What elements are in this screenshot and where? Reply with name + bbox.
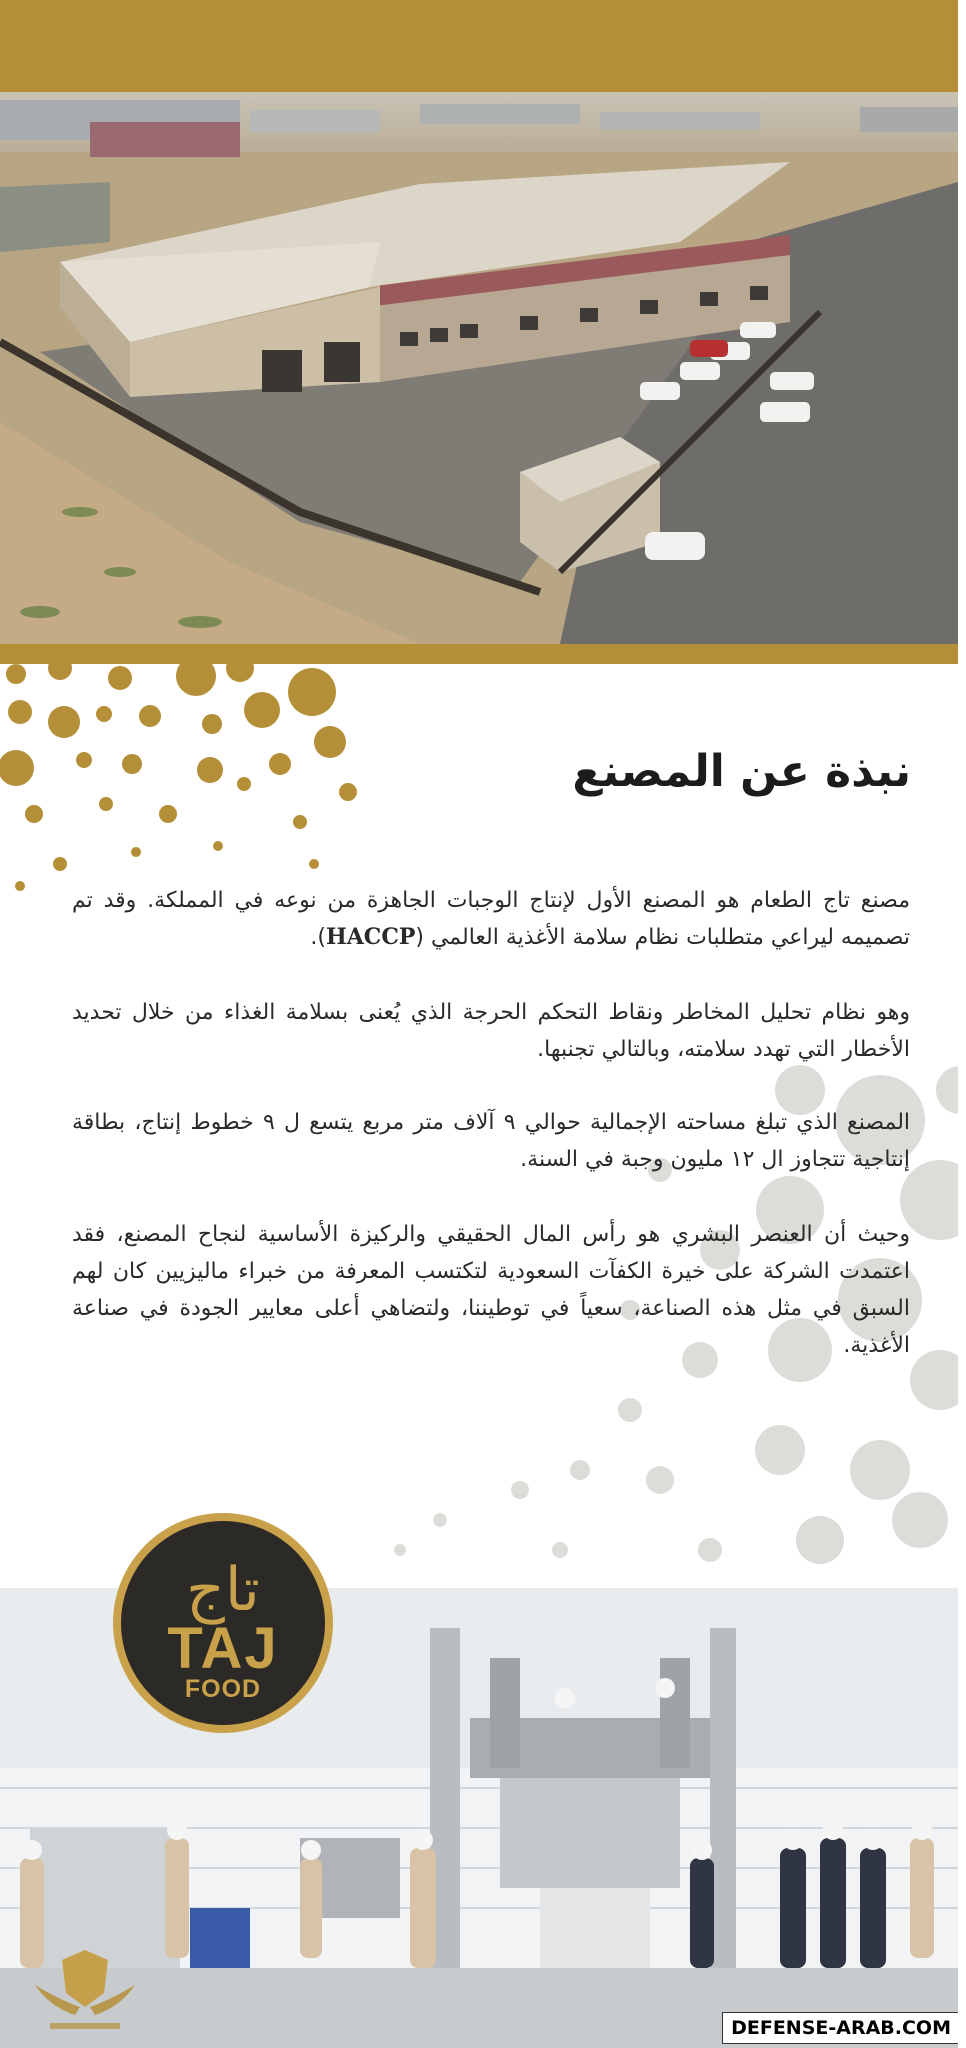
paragraph-intro [72, 882, 910, 956]
defense-forum-emblem-icon [30, 1945, 140, 2040]
paragraph-factory-capacity: المصنع الذي تبلغ مساحته الإجمالية حوالي ٩ آلاف متر مربع يتسع ل ٩ خطوط إنتاج، بطاقة إنتاجية تتجاوز ال ١٢ مليون وجبة في السنة. [72, 1110, 911, 1172]
gold-divider [0, 644, 958, 664]
right-edge-margin [958, 0, 966, 2048]
top-gold-band [0, 0, 958, 92]
logo-english-text: TAJ [167, 1616, 279, 1681]
site-watermark: DEFENSE-ARAB.COM [722, 2012, 960, 2044]
logo-food-text: FOOD [184, 1675, 262, 1703]
paragraph-haccp-definition: وهو نظام تحليل المخاطر ونقاط التحكم الحرجة الذي يُعنى بسلامة الغذاء من خلال تحديد الأخطار التي تهدد سلامته، وبالتالي تجنبها. [72, 1000, 910, 1062]
intro-text-before: مصنع تاج الطعام هو المصنع الأول لإنتاج الوجبات الجاهزة من نوعه في المملكة. وقد تم تصميمه ليراعي متطلبات نظام سلامة الأغذية العالمي ( [72, 888, 910, 950]
intro-text-after: ). [310, 925, 326, 950]
haccp-acronym: HACCP [325, 924, 416, 950]
page-title: نبذة عن المصنع [572, 746, 911, 797]
paragraph-human-resources: وحيث أن العنصر البشري هو رأس المال الحقيقي والركيزة الأساسية لنجاح المصنع، فقد اعتمدت الشركة على خيرة الكفآت السعودية لتكتسب المعرفة من خبراء ماليزيين كان لهم السبق في مثل هذه الصناعة، سعياً في توطيننا، ولتضاهي أعلى معايير الجودة في صناعة الأغذية. [72, 1222, 910, 1358]
gold-dots-decoration [0, 664, 380, 904]
factory-aerial-photo [0, 92, 958, 644]
logo-arabic-text: تاج [186, 1555, 260, 1625]
taj-food-logo [110, 1510, 336, 1736]
